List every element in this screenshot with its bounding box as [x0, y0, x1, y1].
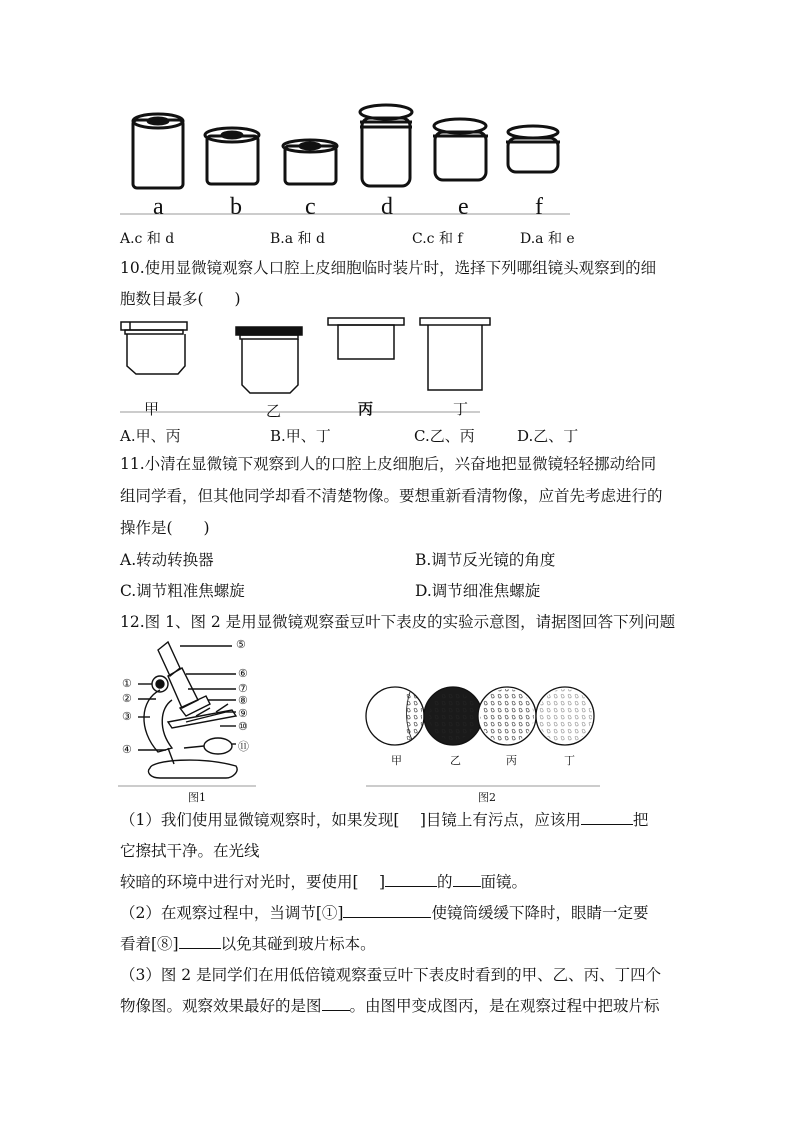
q12-part1-line2: 它擦拭干净。在光线 — [120, 842, 260, 860]
eyepiece-label-f: f — [535, 194, 543, 220]
microscope-part-5: ⑤ — [236, 638, 246, 651]
q12-part3-blank-best[interactable] — [322, 996, 350, 1011]
figure-1-caption: 图1 — [188, 791, 206, 804]
q12-part3-line1: （3）图 2 是同学们在用低倍镜观察蚕豆叶下表皮时看到的甲、乙、丙、丁四个 — [120, 966, 662, 984]
q12-part1-blank-part[interactable] — [385, 872, 437, 887]
view-label-bing: 丙 — [506, 754, 517, 767]
q10-line-1: 10.使用显微镜观察人口腔上皮细胞临时装片时，选择下列哪组镜头观察到的细 — [120, 259, 657, 277]
eyepiece-label-a: a — [153, 194, 164, 220]
lens-label-bing: 丙 — [358, 400, 374, 418]
microscope-part-4: ④ — [122, 743, 132, 756]
q12-part2-text-c: 看着[⑧] — [120, 935, 179, 953]
q11-line-1: 11.小清在显微镜下观察到人的口腔上皮细胞后，兴奋地把显微镜轻轻挪动给同 — [120, 455, 657, 473]
microscope-part-11: ⑪ — [238, 740, 249, 753]
microscope-part-8: ⑧ — [238, 694, 248, 707]
microscope-part-2: ② — [122, 692, 132, 705]
q11-option-c: C.调节粗准焦螺旋 — [120, 582, 245, 600]
q12-part2-blank-objective[interactable] — [179, 934, 221, 949]
q9-option-a: A.c 和 d — [120, 231, 175, 247]
view-label-yi: 乙 — [450, 754, 461, 767]
view-label-ding: 丁 — [564, 754, 575, 767]
microscope-part-7: ⑦ — [238, 682, 248, 695]
microscope-part-1: ① — [122, 677, 132, 690]
q12-part1-text-b: 把 — [632, 811, 649, 829]
q11-option-a: A.转动转换器 — [120, 551, 214, 569]
q12-part1-blank-mirror[interactable] — [453, 872, 481, 887]
q12-part2-blank-knob[interactable] — [343, 903, 431, 918]
q9-option-c: C.c 和 f — [412, 231, 463, 247]
q12-part1-text-a: （1）我们使用显微镜观察时，如果发现[ ]目镜上有污点，应该用 — [120, 811, 581, 829]
eyepiece-label-b: b — [230, 194, 242, 220]
eyepiece-label-c: c — [305, 194, 316, 220]
microscope-part-6: ⑥ — [238, 667, 248, 680]
view-label-jia: 甲 — [391, 754, 402, 767]
q12-part1-text-f: 面镜。 — [480, 873, 528, 891]
q11-option-b: B.调节反光镜的角度 — [415, 551, 556, 569]
lens-label-jia: 甲 — [144, 400, 160, 418]
q10-option-c: C.乙、丙 — [414, 427, 475, 445]
q10-line-2: 胞数目最多( ) — [120, 290, 241, 308]
q12-part2-text-d: 以免其碰到玻片标本。 — [220, 935, 376, 953]
q11-line-2: 组同学看，但其他同学却看不清楚物像。要想重新看清物像，应首先考虑进行的 — [120, 487, 663, 505]
q12-part2-text-a: （2）在观察过程中，当调节[①] — [120, 904, 344, 922]
lens-label-yi: 乙 — [266, 402, 282, 420]
q9-option-d: D.a 和 e — [520, 231, 575, 247]
lens-label-ding: 丁 — [453, 400, 469, 418]
q12-part3-text-b: 物像图。观察效果最好的是图 — [120, 997, 322, 1015]
q10-option-a: A.甲、丙 — [120, 427, 181, 445]
eyepiece-label-d: d — [381, 194, 393, 220]
q10-option-b: B.甲、丁 — [270, 427, 331, 445]
q12-part2-line2 — [120, 934, 376, 954]
q10-option-d: D.乙、丁 — [517, 427, 579, 445]
q12-part1-line3 — [120, 872, 527, 892]
q12-part2-line1 — [120, 903, 648, 923]
q12-part1-line1 — [120, 810, 648, 830]
microscope-part-9: ⑨ — [238, 707, 248, 720]
q12-part3-line2 — [120, 996, 660, 1016]
q12-part2-text-b: 使镜筒缓缓下降时，眼睛一定要 — [431, 904, 649, 922]
microscope-part-10: ⑩ — [238, 720, 248, 733]
q12-part1-text-e: 的 — [437, 873, 453, 891]
q11-option-d: D.调节细准焦螺旋 — [415, 582, 541, 600]
q11-line-3: 操作是( ) — [120, 519, 210, 537]
q12-part1-blank-cleaning[interactable] — [581, 810, 633, 825]
q9-option-b: B.a 和 d — [270, 231, 325, 247]
microscope-part-3: ③ — [122, 710, 132, 723]
q12-part1-text-d: 较暗的环境中进行对光时，要使用[ ] — [120, 873, 386, 891]
q12-intro: 12.图 1、图 2 是用显微镜观察蚕豆叶下表皮的实验示意图，请据图回答下列问题 — [120, 613, 676, 631]
q12-part3-text-c: 。由图甲变成图丙，是在观察过程中把玻片标 — [349, 997, 660, 1015]
figure-2-caption: 图2 — [478, 791, 496, 804]
eyepiece-label-e: e — [458, 194, 469, 220]
